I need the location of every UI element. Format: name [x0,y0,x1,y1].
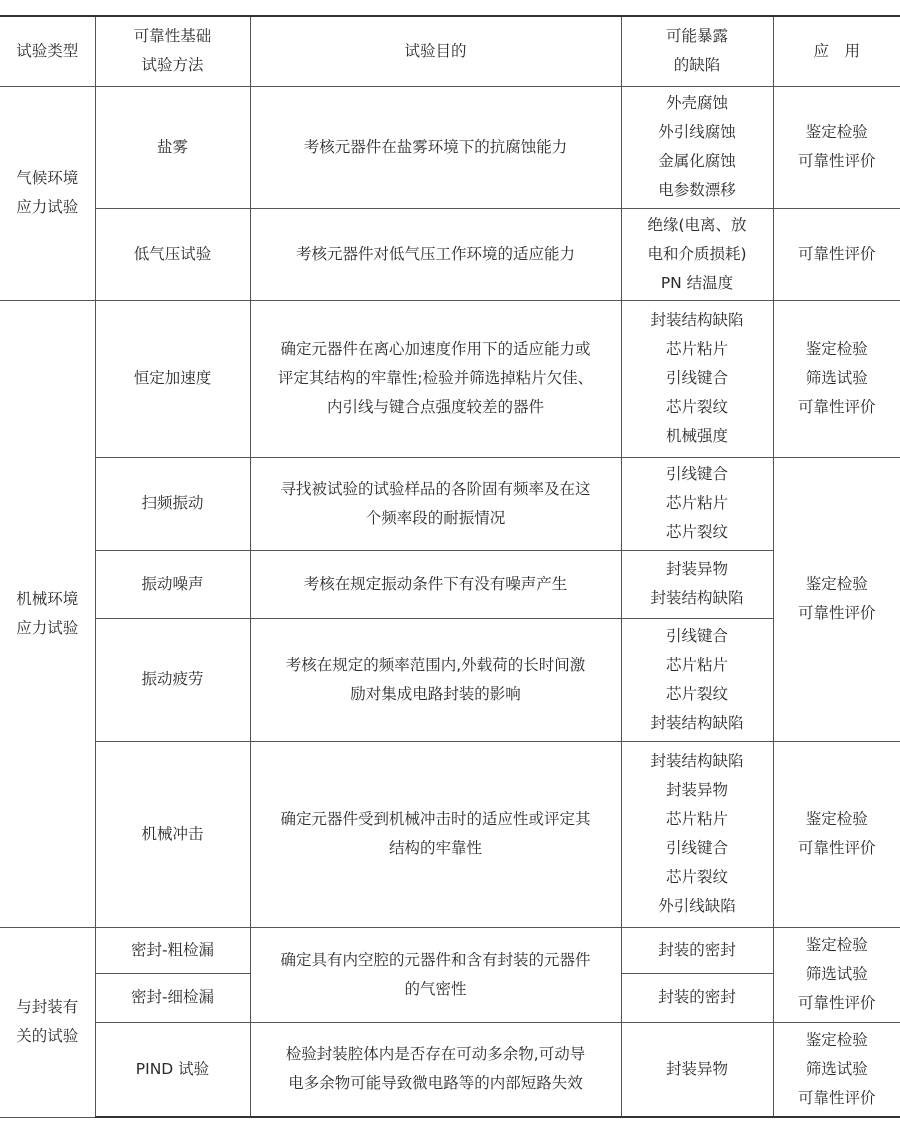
application-cell: 鉴定检验 可靠性评价 [773,741,900,927]
purpose-cell: 确定具有内空腔的元器件和含有封装的元器件 的气密性 [250,927,621,1022]
defects-cell: 绝缘(电离、放 电和介质损耗) PN 结温度 [621,208,773,300]
purpose-cell: 考核在规定的频率范围内,外载荷的长时间激 励对集成电路封装的影响 [250,618,621,741]
application-cell: 可靠性评价 [773,208,900,300]
purpose-cell: 确定元器件在离心加速度作用下的适应能力或 评定其结构的牢靠性;检验并筛选掉粘片欠佳、 内引线与键合点强度较差的器件 [250,300,621,457]
group-package: 与封装有 关的试验 [0,927,95,1117]
table-row [0,618,900,741]
method-cell: 恒定加速度 [95,300,250,457]
application-cell: 鉴定检验 筛选试验 可靠性评价 [773,300,900,457]
purpose-cell: 考核元器件对低气压工作环境的适应能力 [250,208,621,300]
table-row [0,208,900,300]
method-cell: 振动噪声 [95,550,250,618]
application-cell: 鉴定检验 筛选试验 可靠性评价 [773,927,900,1022]
header-purpose: 试验目的 [250,16,621,86]
method-cell: 密封-粗检漏 [95,927,250,973]
defects-cell: 封装的密封 [621,973,773,1022]
application-cell: 鉴定检验 可靠性评价 [773,457,900,741]
method-cell: 振动疲劳 [95,618,250,741]
header-row [0,16,900,86]
method-cell: 密封-细检漏 [95,973,250,1022]
test-table [0,15,900,1118]
table-row [0,1022,900,1117]
defects-cell: 封装的密封 [621,927,773,973]
table-row [0,86,900,208]
purpose-cell: 检验封装腔体内是否存在可动多余物,可动导 电多余物可能导致微电路等的内部短路失效 [250,1022,621,1117]
defects-cell: 引线键合 芯片粘片 芯片裂纹 封装结构缺陷 [621,618,773,741]
defects-cell: 封装异物 封装结构缺陷 [621,550,773,618]
method-cell: 低气压试验 [95,208,250,300]
application-cell: 鉴定检验 筛选试验 可靠性评价 [773,1022,900,1117]
purpose-cell: 考核在规定振动条件下有没有噪声产生 [250,550,621,618]
defects-cell: 封装结构缺陷 芯片粘片 引线键合 芯片裂纹 机械强度 [621,300,773,457]
table-row [0,300,900,457]
header-application: 应 用 [773,16,900,86]
table-row [0,457,900,550]
group-climate: 气候环境 应力试验 [0,86,95,300]
defects-cell: 封装异物 [621,1022,773,1117]
method-cell: PIND 试验 [95,1022,250,1117]
purpose-cell: 寻找被试验的试验样品的各阶固有频率及在这 个频率段的耐振情况 [250,457,621,550]
defects-cell: 外壳腐蚀 外引线腐蚀 金属化腐蚀 电参数漂移 [621,86,773,208]
header-method: 可靠性基础 试验方法 [95,16,250,86]
application-cell: 鉴定检验 可靠性评价 [773,86,900,208]
table-row [0,550,900,618]
header-defects: 可能暴露 的缺陷 [621,16,773,86]
method-cell: 盐雾 [95,86,250,208]
header-test-type: 试验类型 [0,16,95,86]
table-row [0,741,900,927]
defects-cell: 封装结构缺陷 封装异物 芯片粘片 引线键合 芯片裂纹 外引线缺陷 [621,741,773,927]
defects-cell: 引线键合 芯片粘片 芯片裂纹 [621,457,773,550]
method-cell: 机械冲击 [95,741,250,927]
group-mechanical: 机械环境 应力试验 [0,300,95,927]
purpose-cell: 考核元器件在盐雾环境下的抗腐蚀能力 [250,86,621,208]
table-row [0,927,900,973]
method-cell: 扫频振动 [95,457,250,550]
purpose-cell: 确定元器件受到机械冲击时的适应性或评定其 结构的牢靠性 [250,741,621,927]
